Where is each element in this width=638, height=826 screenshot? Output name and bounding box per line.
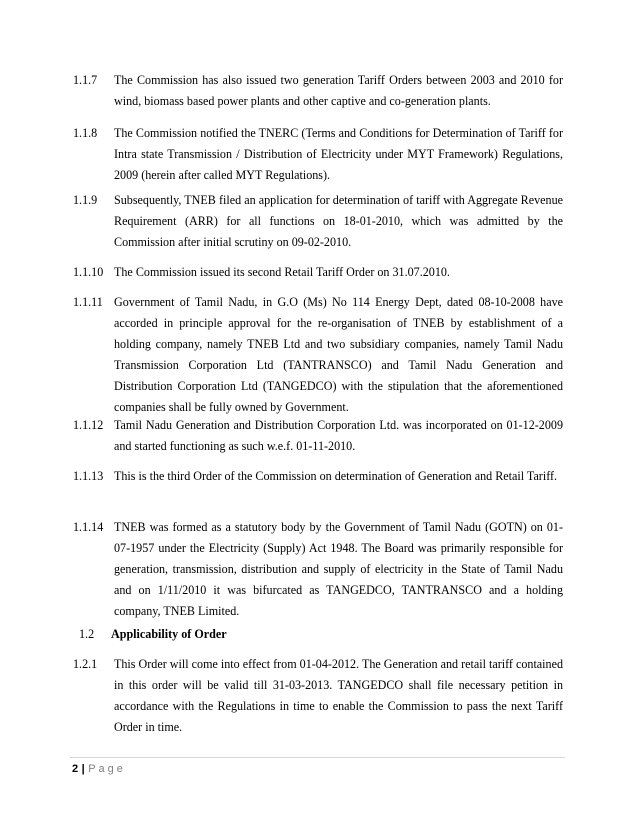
paragraph-number: 1.1.14 [73, 520, 104, 534]
paragraph-1-1-7 [73, 70, 563, 112]
paragraph-number: 1.1.13 [73, 469, 104, 483]
section-number: 1.2 [79, 627, 95, 641]
paragraph-1-1-13 [73, 466, 563, 487]
paragraph-text: This is the third Order of the Commission on determination of Generation and Retail Tariff. [114, 469, 558, 483]
paragraph-number: 1.2.1 [73, 657, 98, 671]
paragraph-1-1-8 [73, 123, 563, 186]
paragraph-1-1-9 [73, 190, 563, 253]
paragraph-number: 1.1.9 [73, 193, 98, 207]
paragraph-text: The Commission has also issued two generation Tariff Orders between 2003 and 2010 for wind, biomass based power plants and other captive and co-generation plants. [114, 73, 563, 108]
paragraph-number: 1.1.12 [73, 418, 104, 432]
paragraph-1-1-12 [73, 415, 563, 457]
paragraph-text: The Commission notified the TNERC (Terms and Conditions for Determination of Tariff for Intra state Transmission / Distribution of Electricity under MYT Framework) Regulations, 2009 (herein after called MYT Regulations). [114, 126, 563, 182]
paragraph-1-1-14 [73, 517, 563, 622]
paragraph-1-1-11 [73, 292, 563, 418]
paragraph-number: 1.1.8 [73, 126, 98, 140]
paragraph-number: 1.1.10 [73, 265, 104, 279]
paragraph-1-1-10 [73, 262, 563, 283]
page-footer [72, 763, 126, 775]
paragraph-text: Subsequently, TNEB filed an application for determination of tariff with Aggregate Revenue Requirement (ARR) for all functions on 18-01-2010, which was admitted by the Commission after initial scrutiny on 09-02-2010. [114, 193, 563, 249]
paragraph-text: Tamil Nadu Generation and Distribution Corporation Ltd. was incorporated on 01-12-2009 and started functioning as such w.e.f. 01-11-2010. [114, 418, 563, 453]
paragraph-text: This Order will come into effect from 01-04-2012. The Generation and retail tariff contained in this order will be valid till 31-03-2013. TANGEDCO shall file necessary petition in accordance with the Regulations in time to enable the Commission to pass the next Tariff Order in time. [114, 657, 563, 734]
paragraph-number: 1.1.11 [73, 295, 103, 309]
footer-separator: | [81, 763, 86, 775]
page-number: 2 [72, 763, 79, 775]
paragraph-text: TNEB was formed as a statutory body by the Government of Tamil Nadu (GOTN) on 01-07-1957 under the Electricity (Supply) Act 1948. The Board was primarily responsible for generation, transmission, distribution and supply of electricity in the State of Tamil Nadu and on 1/11/2010 it was bifurcated as TANGEDCO, TANTRANSCO and a holding company, TNEB Limited. [114, 520, 563, 618]
footer-divider [70, 757, 565, 758]
section-heading [79, 624, 227, 645]
paragraph-number: 1.1.7 [73, 73, 98, 87]
paragraph-text: Government of Tamil Nadu, in G.O (Ms) No 114 Energy Dept, dated 08-10-2008 have accorded in principle approval for the re-organisation of TNEB by establishment of a holding company, namely TNEB Ltd and two subsidiary companies, namely Tamil Nadu Transmission Corporation Ltd (TANTRANSCO) and Tamil Nadu Generation and Distribution Corporation Ltd (TANGEDCO) with the stipulation that the aforementioned companies shall be fully owned by Government. [114, 295, 563, 414]
paragraph-1-2-1 [73, 654, 563, 738]
page-label: Page [88, 763, 126, 775]
paragraph-text: The Commission issued its second Retail Tariff Order on 31.07.2010. [114, 265, 450, 279]
section-title: Applicability of Order [111, 627, 227, 641]
